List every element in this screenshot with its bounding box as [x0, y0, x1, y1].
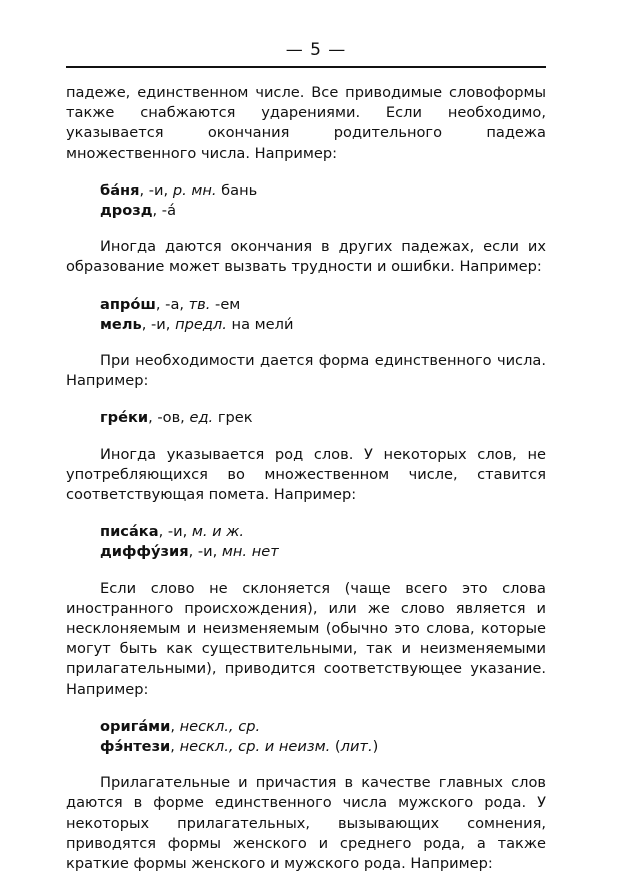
entry-text: )	[372, 738, 379, 756]
entry-text: -ем	[210, 295, 241, 313]
grammar-note: р. мн.	[172, 181, 217, 199]
header-rule	[66, 66, 546, 68]
grammar-note: лит.	[340, 738, 373, 756]
example-entry	[100, 181, 546, 201]
entry-text: ,	[170, 717, 180, 735]
paragraph: падеже, единственном числе. Все приводимые словоформы также снабжаются ударениями. Если необходимо, указывается окончания родительного падежа множественного числа. Например:	[66, 84, 546, 162]
headword: гре́ки	[100, 409, 149, 427]
example-list	[100, 522, 546, 562]
entry-text: , -и,	[139, 181, 173, 199]
entry-text: (	[330, 738, 341, 756]
entry-text: , -и,	[188, 543, 222, 561]
example-entry	[100, 201, 546, 221]
example-entry	[100, 408, 546, 428]
headword: ба́ня	[100, 181, 140, 199]
grammar-note: нескл., ср. и неизм.	[179, 738, 331, 756]
entry-text: , -ов,	[148, 409, 190, 427]
example-entry	[100, 737, 546, 757]
example-list	[100, 717, 546, 757]
entry-text: на мели́	[226, 315, 294, 333]
paragraph: Иногда указывается род слов. У некоторых слов, не употребляющихся во множественном числе, ставится соответствующая помета. Например:	[66, 445, 546, 504]
headword: орига́ми	[100, 717, 171, 735]
grammar-note: тв.	[188, 295, 211, 313]
grammar-note: мн. нет	[221, 543, 279, 561]
grammar-note: предл.	[175, 315, 227, 333]
headword: диффу́зия	[100, 543, 189, 561]
entry-text: бань	[216, 181, 258, 199]
headword: апро́ш	[100, 295, 156, 313]
page-body	[66, 83, 546, 891]
example-list	[100, 408, 546, 428]
entry-text: , -а́	[152, 202, 177, 220]
paragraph: Если слово не склоняется (чаще всего это слова иностранного происхождения), или же слово является и несклоняемым и неизменяемым (обычно это слова, которые могут быть как существительными, так и неизменяемыми прилагательными), приводится соответствующее указание. Например:	[66, 579, 546, 698]
entry-text: , -и,	[141, 315, 176, 333]
example-list	[100, 181, 546, 221]
entry-text: грек	[213, 409, 253, 427]
entry-text: , -а,	[155, 295, 189, 313]
example-entry	[100, 295, 546, 315]
headword: мель	[100, 315, 142, 333]
paragraph: Прилагательные и причастия в качестве главных слов даются в форме единственного числа мужского рода. У некоторых прилагательных, вызывающих сомнения, приводятся формы женского и среднего рода, а также краткие формы женского и мужского рода. Например:	[66, 774, 546, 873]
headword: фэ́нтези	[100, 738, 171, 756]
example-entry	[100, 315, 546, 335]
entry-text: , -и,	[158, 523, 192, 541]
page-number: — 5 —	[285, 40, 347, 60]
example-entry	[100, 522, 546, 542]
entry-text: ,	[170, 738, 180, 756]
headword: писа́ка	[100, 523, 159, 541]
grammar-note: ед.	[189, 409, 214, 427]
example-entry	[100, 542, 546, 562]
grammar-note: нескл., ср.	[179, 717, 261, 735]
headword: дрозд	[100, 202, 153, 220]
paragraph: Иногда даются окончания в других падежах, если их образование может вызвать трудности и ошибки. Например:	[66, 238, 546, 276]
paragraph: При необходимости дается форма единственного числа. Например:	[66, 352, 546, 390]
grammar-note: м. и ж.	[191, 523, 245, 541]
example-entry	[100, 717, 546, 737]
example-list	[100, 295, 546, 335]
